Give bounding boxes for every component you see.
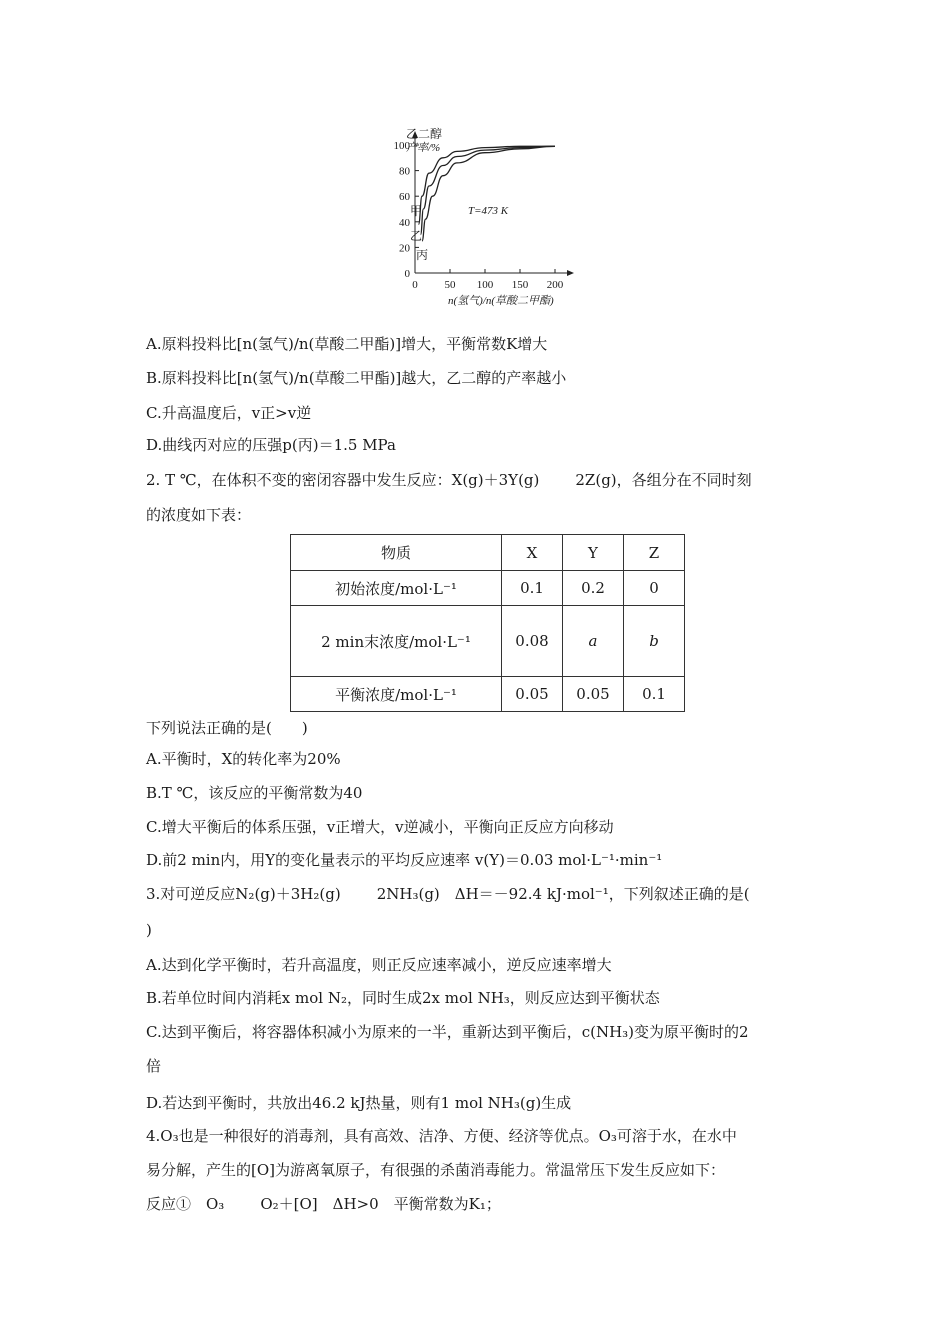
x-axis-label: n(氢气)/n(草酸二甲酯) [448, 295, 554, 307]
table-cell: 0.2 [563, 571, 624, 606]
table-cell: 初始浓度/mol·L⁻¹ [291, 571, 502, 606]
q2-stem-line1 [146, 470, 752, 490]
q3-stem-part2: 2NH₃(g) ΔH＝－92.4 kJ·mol⁻¹，下列叙述正确的是( [376, 885, 750, 903]
table-header: 物质 [291, 535, 502, 571]
table-cell: 0.05 [502, 677, 563, 712]
x-tick-label: 200 [546, 279, 564, 291]
table-cell: 2 min末浓度/mol·L⁻¹ [291, 606, 502, 677]
table-header: Y [563, 535, 624, 571]
q1-option-b: B.原料投料比[n(氢气)/n(草酸二甲酯)]越大，乙二醇的产率越小 [146, 369, 567, 387]
table-cell: 0.1 [624, 677, 685, 712]
curve-label-bing: 丙 [416, 248, 429, 262]
q4-line1: 4.O₃也是一种很好的消毒剂，具有高效、洁净、方便、经济等优点。O₃可溶于水，在水中 [146, 1127, 737, 1145]
table-cell: 平衡浓度/mol·L⁻¹ [291, 677, 502, 712]
y-axis-label-line2: 产率/% [406, 142, 441, 154]
y-tick-label: 40 [399, 216, 410, 229]
concentration-table [290, 534, 685, 712]
q3-stem-line2: ) [146, 921, 152, 939]
curve-label-yi: 乙 [410, 229, 423, 243]
curve-label-jia: 甲 [410, 204, 423, 218]
x-axis-arrow [567, 270, 574, 276]
table-header: Z [624, 535, 685, 571]
q2-option-a: A.平衡时，X的转化率为20% [146, 750, 341, 768]
q2-stem-line2: 的浓度如下表： [146, 506, 252, 524]
yield-chart [370, 125, 590, 310]
table-cell: a [563, 606, 624, 677]
x-tick-label: 50 [444, 279, 456, 291]
q2-stem-part2: 2Z(g)，各组分在不同时刻 [575, 471, 752, 489]
series-line-3 [422, 146, 555, 241]
y-tick-label: 0 [404, 268, 410, 280]
y-tick-label: 60 [399, 191, 410, 204]
table-cell: 0.05 [563, 677, 624, 712]
table-cell: 0 [624, 571, 685, 606]
y-tick-label: 80 [399, 165, 410, 178]
q4-reaction-part2: O₂＋[O] ΔH>0 平衡常数为K₁； [260, 1195, 501, 1213]
table-header-row [291, 535, 685, 571]
table-header: X [502, 535, 563, 571]
q3-stem-part1: 3.对可逆反应N₂(g)＋3H₂(g) [146, 885, 341, 903]
q4-reaction-part1: 反应① O₃ [146, 1195, 225, 1213]
table-cell: 0.08 [502, 606, 563, 677]
series-line-2 [421, 146, 555, 234]
table-cell: 0.1 [502, 571, 563, 606]
y-tick-label: 20 [399, 242, 410, 255]
y-tick-label: 100 [393, 140, 410, 152]
q1-option-d: D.曲线丙对应的压强p(丙)＝1.5 MPa [146, 436, 396, 454]
q3-option-a: A.达到化学平衡时，若升高温度，则正反应速率减小，逆反应速率增大 [146, 956, 612, 974]
table-row [291, 677, 685, 712]
q3-option-c-cont: 倍 [146, 1057, 162, 1075]
q2-option-c: C.增大平衡后的体系压强，v正增大，v逆减小，平衡向正反应方向移动 [146, 818, 614, 836]
q2-option-b: B.T ℃，该反应的平衡常数为40 [146, 784, 363, 802]
temperature-label: T=473 K [468, 205, 509, 217]
table-row [291, 571, 685, 606]
q3-stem-line1 [146, 884, 750, 904]
q1-option-a: A.原料投料比[n(氢气)/n(草酸二甲酯)]增大，平衡常数K增大 [146, 335, 548, 353]
x-tick-label: 150 [511, 279, 529, 291]
q4-line3 [146, 1194, 501, 1214]
q1-option-c: C.升高温度后，v正>v逆 [146, 404, 312, 422]
q4-line2: 易分解，产生的[O]为游离氧原子，有很强的杀菌消毒能力。常温常压下发生反应如下： [146, 1161, 726, 1179]
q3-option-d: D.若达到平衡时，共放出46.2 kJ热量，则有1 mol NH₃(g)生成 [146, 1094, 572, 1112]
q2-stem-part1: 2. T ℃，在体积不变的密闭容器中发生反应：X(g)＋3Y(g) [146, 471, 540, 489]
q3-option-b: B.若单位时间内消耗x mol N₂，同时生成2x mol NH₃，则反应达到平衡状态 [146, 989, 660, 1007]
table-row [291, 606, 685, 677]
q2-question: 下列说法正确的是( ) [146, 719, 308, 737]
q3-option-c: C.达到平衡后，将容器体积减小为原来的一半，重新达到平衡后，c(NH₃)变为原平衡时的2 [146, 1023, 749, 1041]
x-tick-label: 100 [476, 279, 494, 291]
table-cell: b [624, 606, 685, 677]
q2-option-d: D.前2 min内，用Y的变化量表示的平均反应速率 v(Y)＝0.03 mol·L⁻¹·min⁻¹ [146, 851, 663, 869]
y-axis-label-line1: 乙二醇 [406, 127, 443, 141]
x-tick-label: 0 [412, 279, 418, 291]
